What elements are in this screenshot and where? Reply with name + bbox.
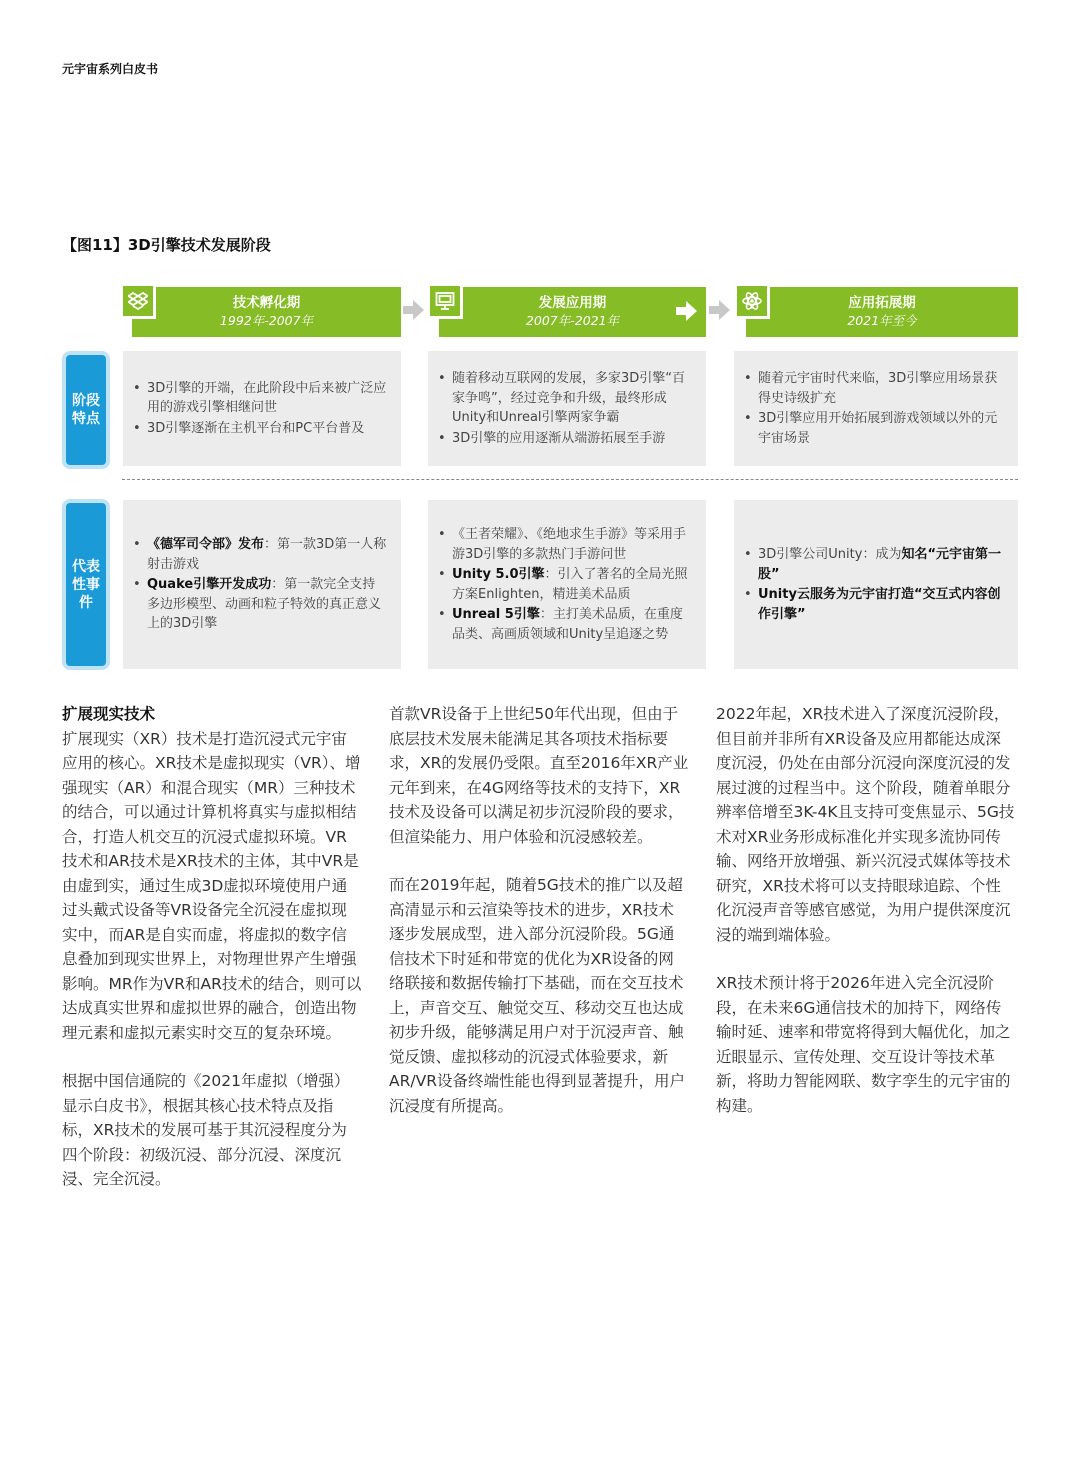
list-item: • Unreal 5引擎：主打美术品质，在重度品类、高画质领域和Unity呈追逐之势	[436, 605, 692, 644]
monitor-icon	[427, 283, 463, 319]
feature-cell-1	[123, 351, 401, 466]
arrow-right-icon	[676, 300, 698, 322]
paragraph: XR技术预计将于2026年进入完全沉浸阶段，在未来6G通信技术的加持下，网络传输时延、速率和带宽将得到大幅优化，加之近眼显示、宣传处理、交互设计等技术革新，将助力智能网联、数字孪生的元宇宙的构建。	[716, 974, 1011, 1115]
list-item: • 随着元宇宙时代来临，3D引擎应用场景获得史诗级扩充	[742, 369, 1004, 408]
list-item: • 3D引擎的开端，在此阶段中后来被广泛应用的游戏引擎相继问世	[131, 379, 387, 418]
phase-header-1	[120, 287, 401, 337]
phase-bar	[132, 287, 401, 337]
dashed-divider	[122, 479, 1018, 480]
phase-name: 发展应用期	[538, 295, 607, 311]
paragraph: 根据中国信通院的《2021年虚拟（增强）显示白皮书》，根据其核心技术特点及指标，XR技术的发展可基于其沉浸程度分为四个阶段：初级沉浸、部分沉浸、深度沉浸、完全沉浸。	[62, 1072, 350, 1188]
dropbox-cube-icon	[120, 283, 156, 319]
list-item: • Quake引擎开发成功：第一款完全支持多边形模型、动画和粒子特效的真正意义上的3D引擎	[131, 575, 387, 634]
article-column-3	[716, 702, 1016, 1142]
event-cell-1	[123, 500, 401, 669]
phase-header-3	[734, 287, 1018, 337]
phase-years: 1992年-2007年	[219, 313, 314, 328]
list-item: • 《王者荣耀》、《绝地求生手游》等采用手游3D引擎的多款热门手游问世	[436, 525, 692, 564]
phase-bar	[746, 287, 1018, 337]
row-label-features: 阶段特点	[62, 351, 110, 469]
list-item: • Unity 5.0引擎：引入了著名的全局光照方案Enlighten，精进美术品质	[436, 565, 692, 604]
event-cell-3	[734, 500, 1018, 669]
section-heading: 扩展现实技术	[62, 705, 156, 723]
feature-cell-2	[428, 351, 706, 466]
phase-years: 2007年-2021年	[525, 313, 620, 328]
phase-header-2	[427, 287, 706, 337]
list-item: • 随着移动互联网的发展，多家3D引擎“百家争鸣”，经过竞争和升级，最终形成Unity和Unreal引擎两家争霸	[436, 369, 692, 428]
phase-bar	[439, 287, 706, 337]
phase-name: 应用拓展期	[848, 295, 916, 311]
phase-years: 2021年至今	[847, 313, 917, 328]
list-item: • Unity云服务为元宇宙打造“交互式内容创作引擎”	[742, 585, 1004, 624]
list-item: • 3D引擎逐渐在主机平台和PC平台普及	[131, 419, 387, 439]
phase-arrow-icon	[403, 299, 425, 321]
event-cell-2	[428, 500, 706, 669]
atom-icon	[734, 283, 770, 319]
paragraph: 2022年起，XR技术进入了深度沉浸阶段，但目前并非所有XR设备及应用都能达成深度沉浸，仍处在由部分沉浸向深度沉浸的发展过渡的过程当中。这个阶段，随着单眼分辨率倍增至3K-4K且支持可变焦显示、5G技术对XR业务形成标准化并实现多流协同传输、网络开放增强、新兴沉浸式媒体等技术研究，XR技术将可以支持眼球追踪、个性化沉浸声音等感官感觉，为用户提供深度沉浸的端到端体验。	[716, 705, 1015, 944]
article-column-1	[62, 702, 362, 1216]
paragraph: 扩展现实（XR）技术是打造沉浸式元宇宙应用的核心。XR技术是虚拟现实（VR）、增强现实（AR）和混合现实（MR）三种技术的结合，可以通过计算机将真实与虚拟相结合，打造人机交互的沉浸式虚拟环境。VR技术和AR技术是XR技术的主体，其中VR是由虚到实，通过生成3D虚拟环境使用户通过头戴式设备等VR设备完全沉浸在虚拟现实中，而AR是自实而虚，将虚拟的数字信息叠加到现实世界上，对物理世界产生增强影响。MR作为VR和AR技术的结合，则可以达成真实世界和虚拟世界的融合，创造出物理元素和虚拟元素实时交互的复杂环境。	[62, 729, 362, 1042]
list-item: • 《德军司令部》发布：第一款3D第一人称射击游戏	[131, 535, 387, 574]
phase-arrow-icon	[709, 299, 731, 321]
list-item: • 3D引擎的应用逐渐从端游拓展至手游	[436, 429, 692, 449]
phase-name: 技术孵化期	[232, 295, 301, 311]
article-column-2	[389, 702, 689, 1142]
feature-cell-3	[734, 351, 1018, 466]
figure-title: 【图11】3D引擎技术发展阶段	[62, 236, 271, 254]
row-label-events: 代表性事件	[62, 499, 110, 670]
paragraph: 而在2019年起，随着5G技术的推广以及超高清显示和云渲染等技术的进步，XR技术逐步发展成型，进入部分沉浸阶段。5G通信技术下时延和带宽的优化为XR设备的网络联接和数据传输打下基础，而在交互技术上，声音交互、触觉交互、移动交互也达成初步升级，能够满足用户对于沉浸声音、触觉反馈、虚拟移动的沉浸式体验要求，新AR/VR设备终端性能也得到显著提升，用户沉浸度有所提高。	[389, 876, 685, 1115]
list-item: • 3D引擎应用开始拓展到游戏领域以外的元宇宙场景	[742, 409, 1004, 448]
paragraph: 首款VR设备于上世纪50年代出现，但由于底层技术发展未能满足其各项技术指标要求，XR的发展仍受限。直至2016年XR产业元年到来，在4G网络等技术的支持下，XR技术及设备可以满足初步沉浸阶段的要求，但渲染能力、用户体验和沉浸感较差。	[389, 705, 689, 846]
list-item: • 3D引擎公司Unity：成为知名“元宇宙第一股”	[742, 545, 1004, 584]
running-title: 元宇宙系列白皮书	[62, 62, 159, 76]
